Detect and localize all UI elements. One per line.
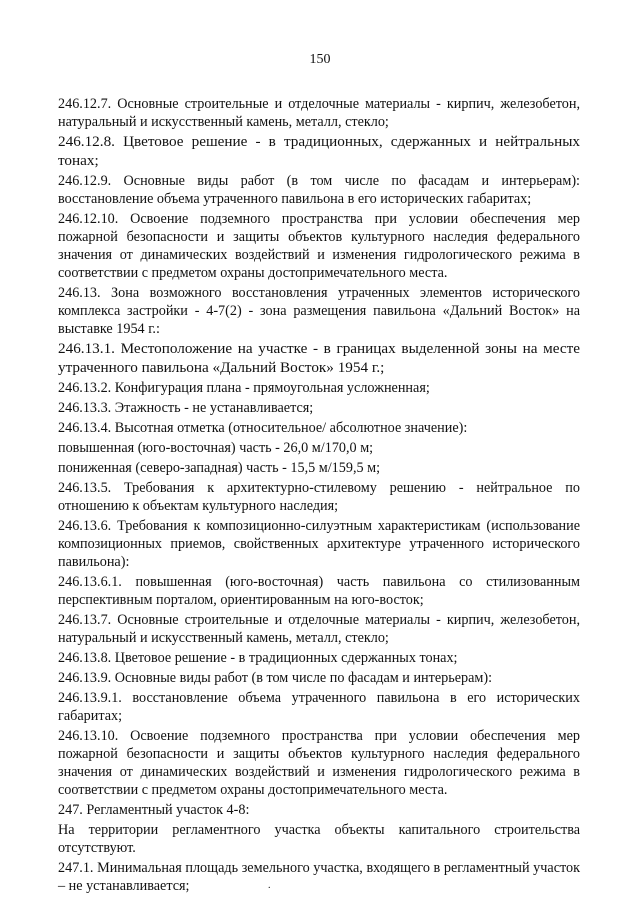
footer-mark: . [268, 880, 271, 891]
paragraph: 246.13.5. Требования к архитектурно-стилевому решению - нейтральное по отношению к объектам культурного наследия; [58, 480, 580, 515]
paragraph: 246.13.3. Этажность - не устанавливается; [58, 400, 314, 417]
paragraph: 246.13.1. Местоположение на участке - в границах выделенной зоны на месте утраченного павильона «Дальний Восток» 1954 г.; [58, 340, 580, 376]
paragraph: 246.12.7. Основные строительные и отделочные материалы - кирпич, железобетон, натуральный и искусственный камень, металл, стекло; [58, 96, 580, 130]
paragraph: пониженная (северо-западная) часть - 15,5 м/159,5 м; [58, 460, 381, 477]
paragraph: 246.12.8. Цветовое решение - в традиционных, сдержанных и нейтральных тонах; [58, 133, 580, 169]
paragraph: 247. Регламентный участок 4-8: [58, 802, 250, 819]
paragraph: 246.13.9.1. восстановление объема утраченного павильона в его исторических габаритах; [58, 690, 580, 725]
paragraph: 246.13.4. Высотная отметка (относительное/ абсолютное значение): [58, 420, 468, 437]
paragraph: 246.12.10. Освоение подземного пространства при условии обеспечения мер пожарной безопасности и защиты объектов культурного наследия федерального значения от динамических воздействий и изменения гидрологического режима в соответствии с предметом охраны достопримечательного места. [58, 211, 580, 282]
paragraph: 246.13.8. Цветовое решение - в традиционных сдержанных тонах; [58, 650, 458, 667]
paragraph: 246.13. Зона возможного восстановления утраченных элементов исторического комплекса застройки - 4-7(2) - зона размещения павильона «Дальний Восток» на выставке 1954 г.: [58, 285, 580, 338]
paragraph: 246.13.6. Требования к композиционно-силуэтным характеристикам (использование композиционных приемов, свойственных архитектуре утраченного исторического павильона): [58, 518, 580, 571]
paragraph: 246.13.10. Освоение подземного пространства при условии обеспечения мер пожарной безопасности и защиты объектов культурного наследия федерального значения от динамических воздействий и изменения гидрологического режима в соответствии с предметом охраны достопримечательного места. [58, 728, 580, 799]
paragraph: 246.13.2. Конфигурация плана - прямоугольная усложненная; [58, 380, 430, 397]
paragraph: На территории регламентного участка объекты капитального строительства отсутствуют. [58, 822, 580, 857]
paragraph: 247.1. Минимальная площадь земельного участка, входящего в регламентный участок – не устанавливается; [58, 860, 580, 895]
paragraph: 246.12.9. Основные виды работ (в том числе по фасадам и интерьерам): восстановление объема утраченного павильона в его исторических габаритах; [58, 173, 580, 208]
paragraph: повышенная (юго-восточная) часть - 26,0 м/170,0 м; [58, 440, 374, 457]
paragraph: 246.13.7. Основные строительные и отделочные материалы - кирпич, железобетон, натуральный и искусственный камень, металл, стекло; [58, 612, 580, 647]
paragraph: 246.13.6.1. повышенная (юго-восточная) часть павильона со стилизованным перспективным порталом, ориентированным на юго-восток; [58, 574, 580, 609]
paragraph: 246.13.9. Основные виды работ (в том числе по фасадам и интерьерам): [58, 670, 493, 687]
page-number: 150 [309, 52, 331, 67]
document-body [58, 95, 580, 897]
